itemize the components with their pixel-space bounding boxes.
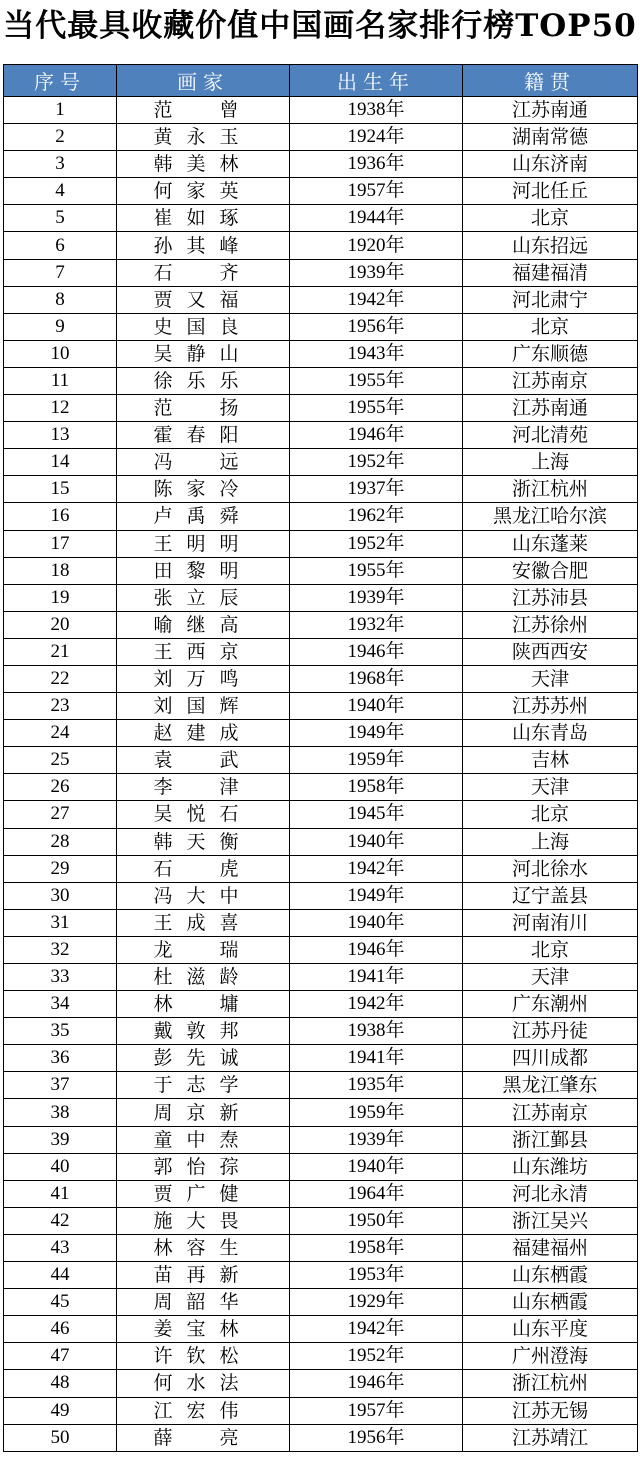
table-row: [4, 1289, 638, 1316]
rank-cell: 18: [4, 557, 117, 584]
birth-year-cell: 1941年: [290, 1045, 463, 1072]
hometown-cell: 山东青岛: [463, 720, 638, 747]
table-row: [4, 638, 638, 665]
painter-name-cell: 袁 武: [117, 747, 290, 774]
painter-name-cell: 姜宝林: [117, 1316, 290, 1343]
painter-name-cell: 陈家冷: [117, 476, 290, 503]
hometown-cell: 江苏丹徒: [463, 1018, 638, 1045]
painter-name-cell: 戴敦邦: [117, 1018, 290, 1045]
painter-name-cell: 石 虎: [117, 855, 290, 882]
table-row: [4, 801, 638, 828]
birth-year-cell: 1959年: [290, 747, 463, 774]
table-row: [4, 1207, 638, 1234]
rank-cell: 48: [4, 1370, 117, 1397]
painter-name-cell: 于志学: [117, 1072, 290, 1099]
painter-name-cell: 许钦松: [117, 1343, 290, 1370]
painter-name-cell: 史国良: [117, 313, 290, 340]
table-row: [4, 1316, 638, 1343]
table-row: [4, 259, 638, 286]
hometown-cell: 北京: [463, 801, 638, 828]
rank-cell: 28: [4, 828, 117, 855]
rank-cell: 43: [4, 1234, 117, 1261]
birth-year-cell: 1957年: [290, 1397, 463, 1424]
table-row: [4, 909, 638, 936]
painter-name-cell: 周京新: [117, 1099, 290, 1126]
hometown-cell: 陕西西安: [463, 638, 638, 665]
painter-name-cell: 杜滋龄: [117, 964, 290, 991]
rank-cell: 19: [4, 584, 117, 611]
hometown-cell: 北京: [463, 205, 638, 232]
painter-name-cell: 贾广健: [117, 1180, 290, 1207]
table-row: [4, 611, 638, 638]
rank-cell: 27: [4, 801, 117, 828]
table-row: [4, 97, 638, 124]
table-row: [4, 882, 638, 909]
rank-cell: 26: [4, 774, 117, 801]
birth-year-cell: 1940年: [290, 1153, 463, 1180]
birth-year-cell: 1953年: [290, 1262, 463, 1289]
hometown-cell: 北京: [463, 936, 638, 963]
hometown-cell: 河北徐水: [463, 855, 638, 882]
birth-year-cell: 1940年: [290, 828, 463, 855]
birth-year-cell: 1938年: [290, 97, 463, 124]
hometown-cell: 江苏靖江: [463, 1424, 638, 1451]
ranking-table: [3, 64, 638, 1452]
table-header-row: [4, 65, 638, 97]
birth-year-cell: 1924年: [290, 124, 463, 151]
birth-year-cell: 1942年: [290, 286, 463, 313]
birth-year-cell: 1949年: [290, 720, 463, 747]
birth-year-cell: 1936年: [290, 151, 463, 178]
table-row: [4, 1099, 638, 1126]
table-row: [4, 557, 638, 584]
painter-name-cell: 何家英: [117, 178, 290, 205]
painter-name-cell: 彭先诚: [117, 1045, 290, 1072]
birth-year-cell: 1943年: [290, 340, 463, 367]
rank-cell: 39: [4, 1126, 117, 1153]
painter-name-cell: 张立辰: [117, 584, 290, 611]
table-row: [4, 774, 638, 801]
hometown-cell: 河北永清: [463, 1180, 638, 1207]
rank-cell: 33: [4, 964, 117, 991]
table-row: [4, 1126, 638, 1153]
rank-cell: 44: [4, 1262, 117, 1289]
hometown-cell: 辽宁盖县: [463, 882, 638, 909]
painter-name-cell: 周韶华: [117, 1289, 290, 1316]
hometown-cell: 山东潍坊: [463, 1153, 638, 1180]
table-row: [4, 1234, 638, 1261]
hometown-cell: 安徽合肥: [463, 557, 638, 584]
rank-cell: 14: [4, 449, 117, 476]
header-rank: 序号: [4, 65, 117, 97]
rank-cell: 38: [4, 1099, 117, 1126]
hometown-cell: 河南洧川: [463, 909, 638, 936]
header-birth-year: 出生年: [290, 65, 463, 97]
painter-name-cell: 江宏伟: [117, 1397, 290, 1424]
rank-cell: 32: [4, 936, 117, 963]
hometown-cell: 浙江吴兴: [463, 1207, 638, 1234]
rank-cell: 47: [4, 1343, 117, 1370]
birth-year-cell: 1958年: [290, 1234, 463, 1261]
rank-cell: 46: [4, 1316, 117, 1343]
table-row: [4, 476, 638, 503]
painter-name-cell: 龙 瑞: [117, 936, 290, 963]
hometown-cell: 江苏南通: [463, 395, 638, 422]
painter-name-cell: 徐乐乐: [117, 367, 290, 394]
rank-cell: 21: [4, 638, 117, 665]
rank-cell: 35: [4, 1018, 117, 1045]
rank-cell: 15: [4, 476, 117, 503]
rank-cell: 13: [4, 422, 117, 449]
hometown-cell: 湖南常德: [463, 124, 638, 151]
rank-cell: 29: [4, 855, 117, 882]
rank-cell: 10: [4, 340, 117, 367]
hometown-cell: 吉林: [463, 747, 638, 774]
table-row: [4, 936, 638, 963]
rank-cell: 6: [4, 232, 117, 259]
birth-year-cell: 1952年: [290, 1343, 463, 1370]
painter-name-cell: 林 墉: [117, 991, 290, 1018]
rank-cell: 41: [4, 1180, 117, 1207]
hometown-cell: 上海: [463, 828, 638, 855]
rank-cell: 7: [4, 259, 117, 286]
table-row: [4, 665, 638, 692]
table-row: [4, 340, 638, 367]
table-row: [4, 1343, 638, 1370]
hometown-cell: 江苏徐州: [463, 611, 638, 638]
painter-name-cell: 吴悦石: [117, 801, 290, 828]
rank-cell: 4: [4, 178, 117, 205]
hometown-cell: 河北肃宁: [463, 286, 638, 313]
hometown-cell: 浙江鄞县: [463, 1126, 638, 1153]
rank-cell: 20: [4, 611, 117, 638]
hometown-cell: 江苏南通: [463, 97, 638, 124]
table-row: [4, 422, 638, 449]
birth-year-cell: 1946年: [290, 638, 463, 665]
table-row: [4, 1424, 638, 1451]
table-row: [4, 964, 638, 991]
painter-name-cell: 黄永玉: [117, 124, 290, 151]
hometown-cell: 浙江杭州: [463, 1370, 638, 1397]
hometown-cell: 山东济南: [463, 151, 638, 178]
page-title: 当代最具收藏价值中国画名家排行榜TOP50: [3, 8, 637, 44]
rank-cell: 36: [4, 1045, 117, 1072]
table-row: [4, 232, 638, 259]
hometown-cell: 天津: [463, 774, 638, 801]
birth-year-cell: 1941年: [290, 964, 463, 991]
table-body: [4, 97, 638, 1452]
table-row: [4, 1153, 638, 1180]
table-row: [4, 584, 638, 611]
painter-name-cell: 喻继高: [117, 611, 290, 638]
rank-cell: 23: [4, 693, 117, 720]
painter-name-cell: 何水法: [117, 1370, 290, 1397]
hometown-cell: 河北清苑: [463, 422, 638, 449]
birth-year-cell: 1942年: [290, 991, 463, 1018]
hometown-cell: 四川成都: [463, 1045, 638, 1072]
birth-year-cell: 1946年: [290, 936, 463, 963]
birth-year-cell: 1937年: [290, 476, 463, 503]
hometown-cell: 江苏南京: [463, 367, 638, 394]
painter-name-cell: 薛 亮: [117, 1424, 290, 1451]
birth-year-cell: 1952年: [290, 449, 463, 476]
birth-year-cell: 1950年: [290, 1207, 463, 1234]
birth-year-cell: 1955年: [290, 557, 463, 584]
birth-year-cell: 1942年: [290, 855, 463, 882]
painter-name-cell: 吴静山: [117, 340, 290, 367]
table-row: [4, 1370, 638, 1397]
hometown-cell: 江苏苏州: [463, 693, 638, 720]
birth-year-cell: 1949年: [290, 882, 463, 909]
rank-cell: 12: [4, 395, 117, 422]
hometown-cell: 山东平度: [463, 1316, 638, 1343]
table-row: [4, 395, 638, 422]
table-row: [4, 313, 638, 340]
birth-year-cell: 1955年: [290, 367, 463, 394]
hometown-cell: 上海: [463, 449, 638, 476]
rank-cell: 49: [4, 1397, 117, 1424]
hometown-cell: 福建福州: [463, 1234, 638, 1261]
painter-name-cell: 石 齐: [117, 259, 290, 286]
hometown-cell: 浙江杭州: [463, 476, 638, 503]
rank-cell: 24: [4, 720, 117, 747]
hometown-cell: 天津: [463, 964, 638, 991]
table-row: [4, 124, 638, 151]
birth-year-cell: 1952年: [290, 530, 463, 557]
birth-year-cell: 1944年: [290, 205, 463, 232]
table-row: [4, 286, 638, 313]
painter-name-cell: 韩美林: [117, 151, 290, 178]
birth-year-cell: 1942年: [290, 1316, 463, 1343]
hometown-cell: 江苏无锡: [463, 1397, 638, 1424]
painter-name-cell: 刘国辉: [117, 693, 290, 720]
table-row: [4, 530, 638, 557]
table-row: [4, 1045, 638, 1072]
rank-cell: 5: [4, 205, 117, 232]
hometown-cell: 山东栖霞: [463, 1262, 638, 1289]
hometown-cell: 广东顺德: [463, 340, 638, 367]
rank-cell: 34: [4, 991, 117, 1018]
header-hometown: 籍贯: [463, 65, 638, 97]
painter-name-cell: 李 津: [117, 774, 290, 801]
rank-cell: 9: [4, 313, 117, 340]
table-row: [4, 503, 638, 530]
hometown-cell: 北京: [463, 313, 638, 340]
rank-cell: 2: [4, 124, 117, 151]
table-row: [4, 1262, 638, 1289]
birth-year-cell: 1945年: [290, 801, 463, 828]
painter-name-cell: 霍春阳: [117, 422, 290, 449]
birth-year-cell: 1964年: [290, 1180, 463, 1207]
rank-cell: 45: [4, 1289, 117, 1316]
birth-year-cell: 1968年: [290, 665, 463, 692]
birth-year-cell: 1959年: [290, 1099, 463, 1126]
table-row: [4, 1397, 638, 1424]
hometown-cell: 黑龙江肇东: [463, 1072, 638, 1099]
table-row: [4, 693, 638, 720]
table-row: [4, 1072, 638, 1099]
rank-cell: 50: [4, 1424, 117, 1451]
rank-cell: 30: [4, 882, 117, 909]
table-row: [4, 151, 638, 178]
rank-cell: 3: [4, 151, 117, 178]
painter-name-cell: 童中焘: [117, 1126, 290, 1153]
rank-cell: 1: [4, 97, 117, 124]
hometown-cell: 广州澄海: [463, 1343, 638, 1370]
birth-year-cell: 1962年: [290, 503, 463, 530]
hometown-cell: 山东栖霞: [463, 1289, 638, 1316]
table-row: [4, 828, 638, 855]
birth-year-cell: 1956年: [290, 1424, 463, 1451]
table-row: [4, 1180, 638, 1207]
table-row: [4, 1018, 638, 1045]
painter-name-cell: 刘万鸣: [117, 665, 290, 692]
hometown-cell: 江苏南京: [463, 1099, 638, 1126]
birth-year-cell: 1956年: [290, 313, 463, 340]
birth-year-cell: 1940年: [290, 909, 463, 936]
painter-name-cell: 苗再新: [117, 1262, 290, 1289]
painter-name-cell: 崔如琢: [117, 205, 290, 232]
birth-year-cell: 1938年: [290, 1018, 463, 1045]
table-row: [4, 178, 638, 205]
hometown-cell: 山东蓬莱: [463, 530, 638, 557]
birth-year-cell: 1946年: [290, 422, 463, 449]
hometown-cell: 广东潮州: [463, 991, 638, 1018]
hometown-cell: 黑龙江哈尔滨: [463, 503, 638, 530]
painter-name-cell: 王明明: [117, 530, 290, 557]
rank-cell: 17: [4, 530, 117, 557]
rank-cell: 25: [4, 747, 117, 774]
hometown-cell: 天津: [463, 665, 638, 692]
hometown-cell: 山东招远: [463, 232, 638, 259]
painter-name-cell: 林容生: [117, 1234, 290, 1261]
rank-cell: 16: [4, 503, 117, 530]
hometown-cell: 江苏沛县: [463, 584, 638, 611]
header-painter: 画家: [117, 65, 290, 97]
painter-name-cell: 冯大中: [117, 882, 290, 909]
birth-year-cell: 1939年: [290, 584, 463, 611]
painter-name-cell: 范 曾: [117, 97, 290, 124]
birth-year-cell: 1939年: [290, 1126, 463, 1153]
rank-cell: 31: [4, 909, 117, 936]
painter-name-cell: 卢禹舜: [117, 503, 290, 530]
birth-year-cell: 1946年: [290, 1370, 463, 1397]
rank-cell: 8: [4, 286, 117, 313]
painter-name-cell: 孙其峰: [117, 232, 290, 259]
table-row: [4, 367, 638, 394]
painter-name-cell: 王西京: [117, 638, 290, 665]
painter-name-cell: 施大畏: [117, 1207, 290, 1234]
table-row: [4, 855, 638, 882]
painter-name-cell: 郭怡孮: [117, 1153, 290, 1180]
hometown-cell: 河北任丘: [463, 178, 638, 205]
birth-year-cell: 1935年: [290, 1072, 463, 1099]
rank-cell: 22: [4, 665, 117, 692]
birth-year-cell: 1920年: [290, 232, 463, 259]
birth-year-cell: 1929年: [290, 1289, 463, 1316]
rank-cell: 40: [4, 1153, 117, 1180]
painter-name-cell: 贾又福: [117, 286, 290, 313]
painter-name-cell: 范 扬: [117, 395, 290, 422]
rank-cell: 42: [4, 1207, 117, 1234]
painter-name-cell: 韩天衡: [117, 828, 290, 855]
table-row: [4, 449, 638, 476]
table-row: [4, 747, 638, 774]
table-row: [4, 720, 638, 747]
birth-year-cell: 1940年: [290, 693, 463, 720]
painter-name-cell: 冯 远: [117, 449, 290, 476]
table-row: [4, 991, 638, 1018]
painter-name-cell: 王成喜: [117, 909, 290, 936]
painter-name-cell: 赵建成: [117, 720, 290, 747]
rank-cell: 11: [4, 367, 117, 394]
birth-year-cell: 1957年: [290, 178, 463, 205]
hometown-cell: 福建福清: [463, 259, 638, 286]
painter-name-cell: 田黎明: [117, 557, 290, 584]
birth-year-cell: 1932年: [290, 611, 463, 638]
rank-cell: 37: [4, 1072, 117, 1099]
birth-year-cell: 1955年: [290, 395, 463, 422]
birth-year-cell: 1939年: [290, 259, 463, 286]
birth-year-cell: 1958年: [290, 774, 463, 801]
table-row: [4, 205, 638, 232]
